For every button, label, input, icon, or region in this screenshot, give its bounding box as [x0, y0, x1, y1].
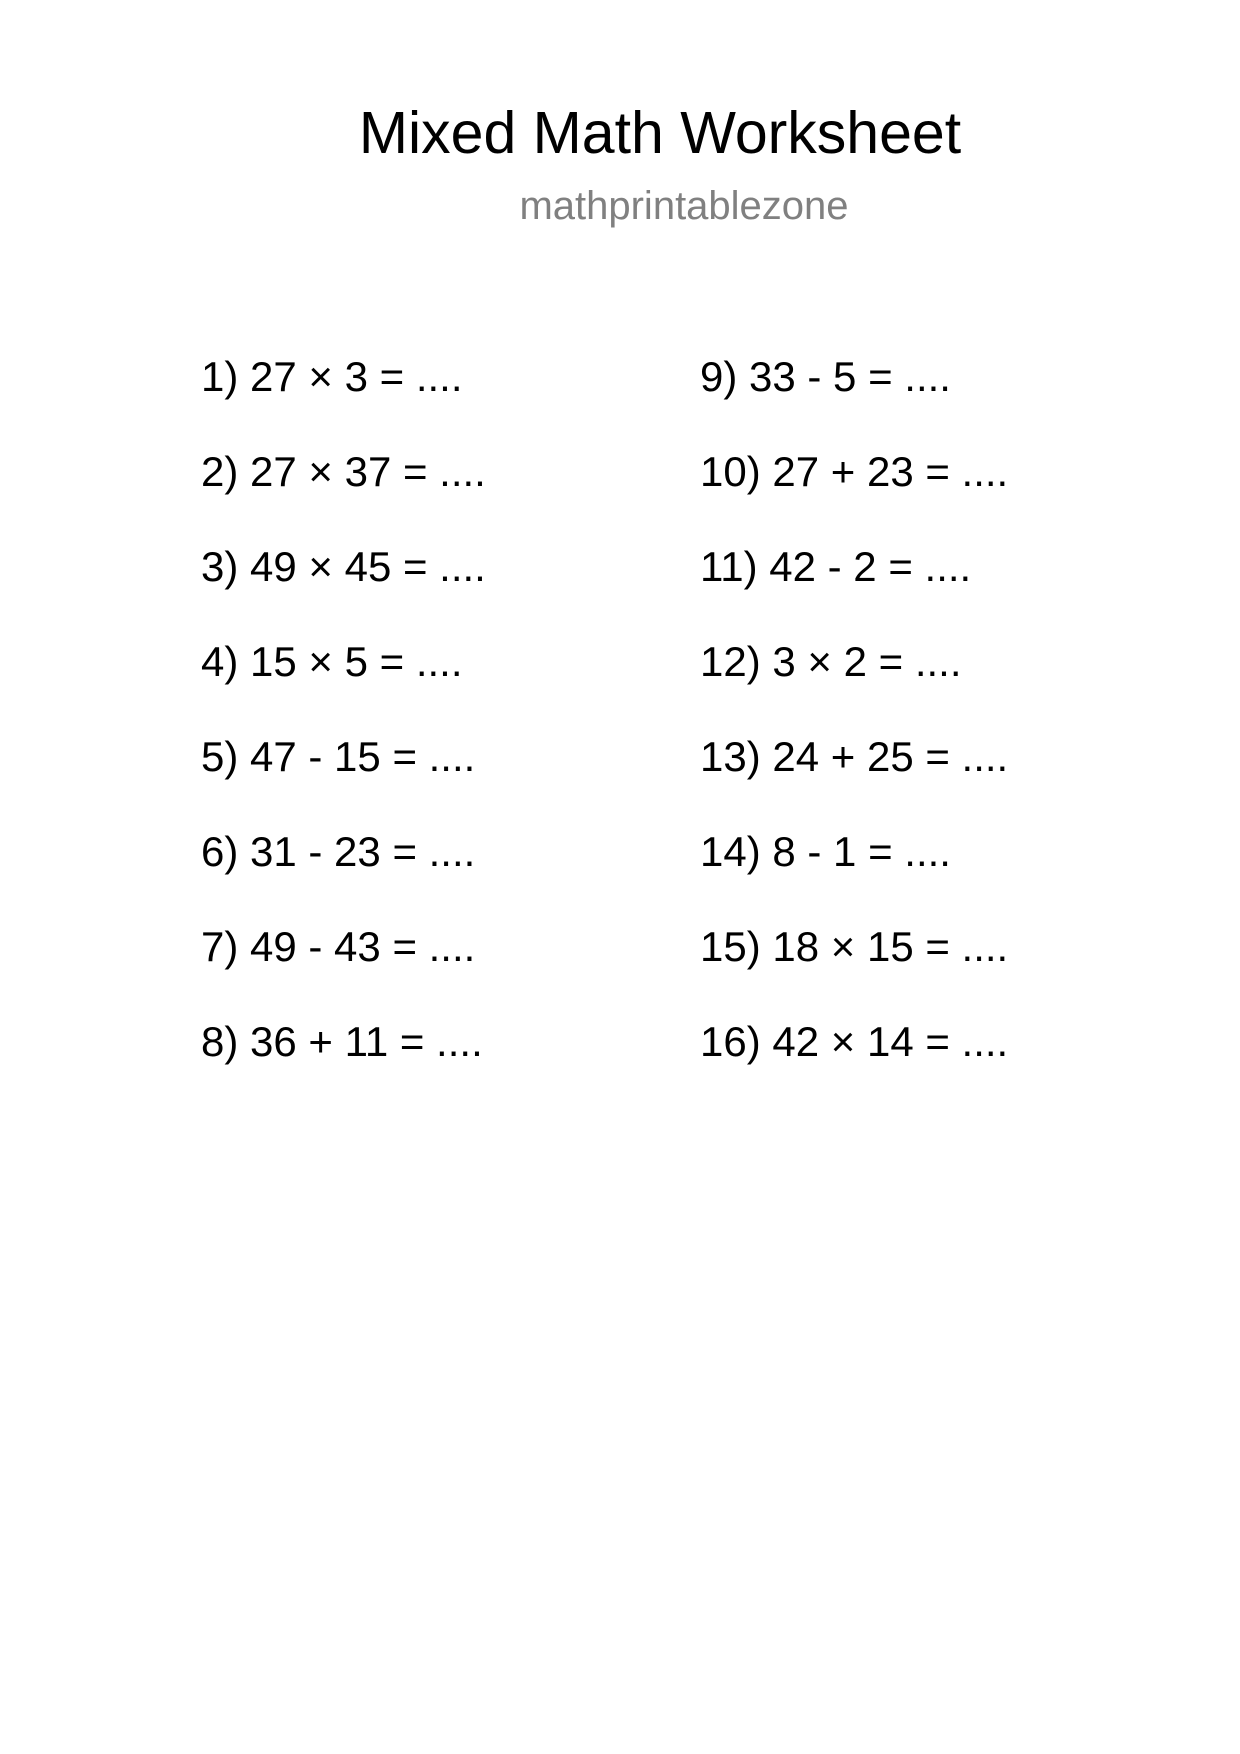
worksheet-subtitle: mathprintablezone: [519, 184, 849, 228]
problem: 11) 42 - 2 = ....: [700, 543, 972, 590]
problem: 2) 27 × 37 = ....: [201, 448, 486, 495]
problem: 7) 49 - 43 = ....: [201, 923, 476, 970]
problem: 9) 33 - 5 = ....: [700, 353, 951, 400]
problem: 12) 3 × 2 = ....: [700, 638, 962, 685]
problems-right-column: [700, 352, 1008, 1112]
problem: 15) 18 × 15 = ....: [700, 923, 1009, 970]
problem: 13) 24 + 25 = ....: [700, 733, 1009, 780]
worksheet-title: Mixed Math Worksheet: [358, 100, 962, 166]
problems-left-column: [201, 352, 486, 1112]
problem: 16) 42 × 14 = ....: [700, 1018, 1009, 1065]
problem: 1) 27 × 3 = ....: [201, 353, 463, 400]
problem: 10) 27 + 23 = ....: [700, 448, 1009, 495]
problem: 4) 15 × 5 = ....: [201, 638, 463, 685]
problem: 6) 31 - 23 = ....: [201, 828, 476, 875]
problem: 14) 8 - 1 = ....: [700, 828, 951, 875]
problem: 3) 49 × 45 = ....: [201, 543, 486, 590]
problem: 5) 47 - 15 = ....: [201, 733, 476, 780]
problem: 8) 36 + 11 = ....: [201, 1018, 483, 1065]
